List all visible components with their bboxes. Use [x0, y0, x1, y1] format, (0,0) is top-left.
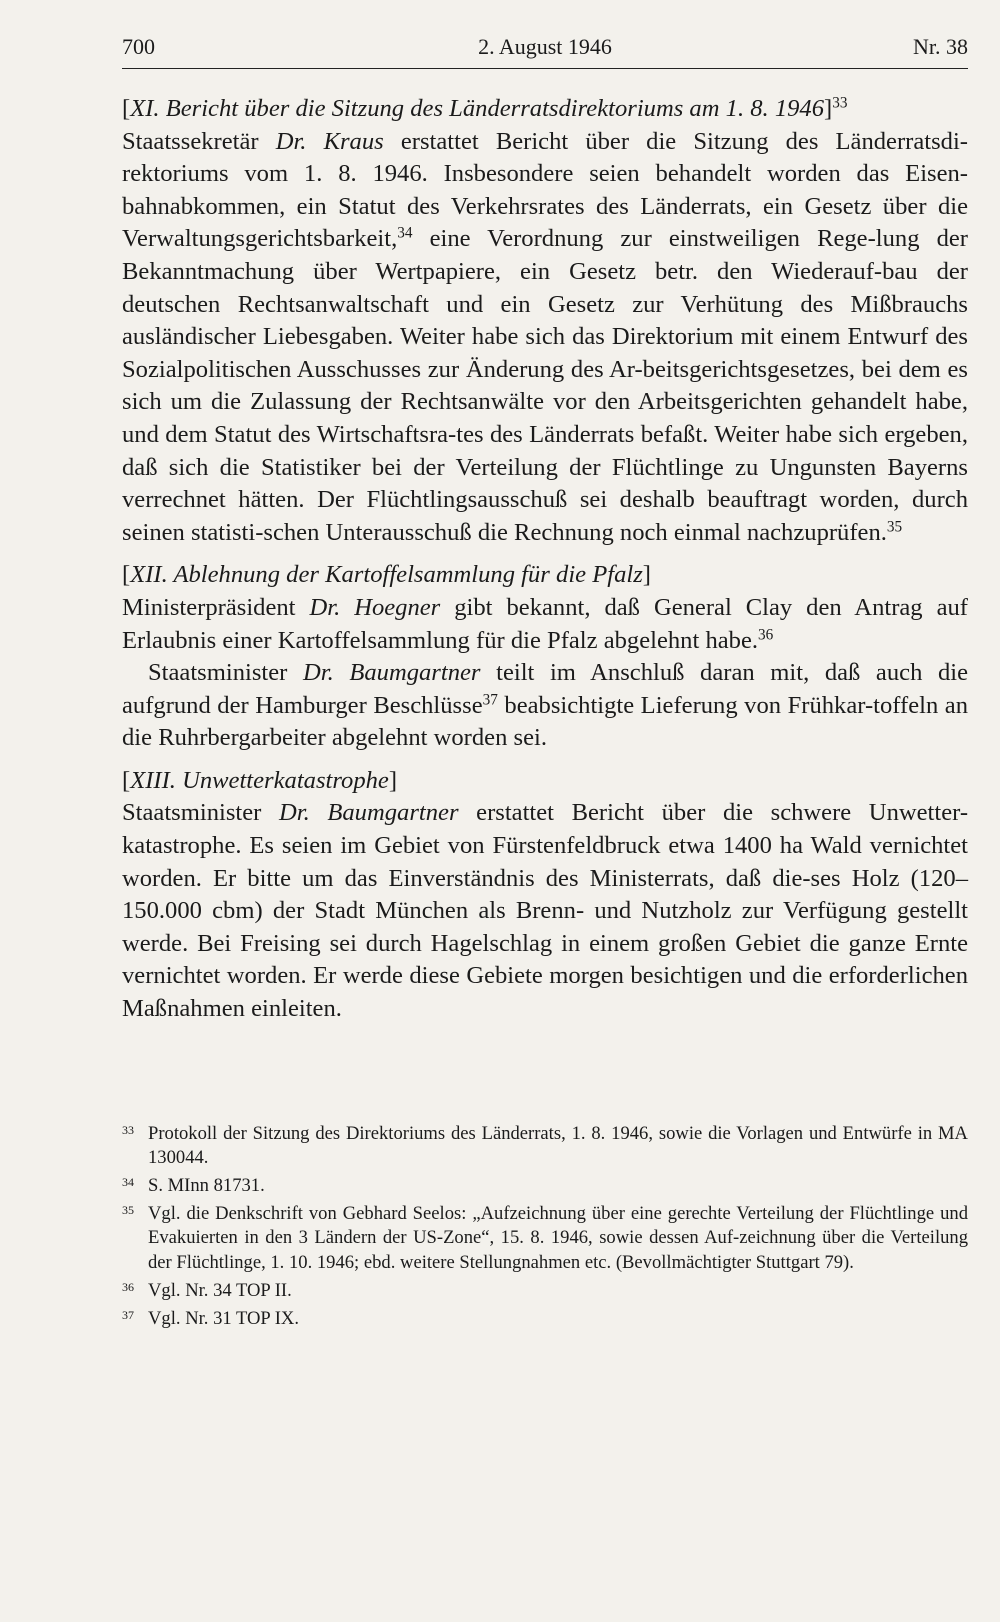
footnote-text: Vgl. die Denkschrift von Gebhard Seelos: „Aufzeichnung über eine gerechte Verteilung der Flüchtlinge und Evakuierten in den 3 Ländern der US-Zone“, 15. 8. 1946, sowie dessen Auf-zeichnung über die Verteilung der Flüchtlinge, 1. 10. 1946; ebd. weitere Stellungnahmen etc. (Bevollmächtigter Stuttgart 79). [148, 1203, 968, 1273]
footnote-number: 36 [122, 1279, 134, 1294]
paragraph: Staatssekretär Dr. Kraus erstattet Bericht über die Sitzung des Länderratsdi-rektoriums vom 1. 8. 1946. Insbesondere seien behandelt worden das Eisen-bahnabkommen, ein Statut des Verkehrsrates des Länderrats, ein Gesetz über die Verwaltungsgerichtsbarkeit,$^{34}$ eine Verordnung zur einstweiligen Rege-lung der Bekanntmachung über Wertpapiere, ein Gesetz betr. den Wiederauf-bau der deutschen Rechtsanwaltschaft und ein Gesetz zur Verhütung des Mißbrauchs ausländischer Liebesgaben. Weiter habe sich das Direktorium mit einem Entwurf des Sozialpolitischen Ausschusses zur Änderung des Ar-beitsgerichtsgesetzes, bei dem es sich um die Zulassung der Rechtsanwälte vor den Arbeitsgerichten gehandelt habe, und dem Statut des Wirtschaftsra-tes des Länderrats befaßt. Weiter habe sich ergeben, daß sich die Statistiker bei der Verteilung der Flüchtlinge zu Ungunsten Bayerns verrechnet hätten. Der Flüchtlingsausschuß sei deshalb beauftragt worden, durch seinen statisti-schen Unterausschuß die Rechnung noch einmal nachzuprüfen.$^{35}$ [122, 127, 968, 546]
footnote-ref: 35 [886, 518, 903, 536]
footnote-number: 33 [122, 1122, 134, 1137]
speaker-name: Dr. Hoegner [309, 593, 441, 621]
footnote-number: 35 [122, 1203, 134, 1218]
speaker-name: Dr. Baumgartner [278, 799, 459, 827]
header-date: 2. August 1946 [478, 34, 612, 59]
section-xii [122, 559, 968, 755]
footnote-text: Protokoll der Sitzung des Direktoriums des Länderrats, 1. 8. 1946, sowie die Vorlagen und Entwürfe in MA 130044. [148, 1122, 968, 1168]
document-page [122, 30, 968, 1335]
section-heading: [XI. Bericht über die Sitzung des Länderratsdirektoriums am 1. 8. 1946]$^{33}$ [122, 94, 848, 122]
footnote-ref: 33 [832, 94, 848, 112]
paragraph: Staatsminister Dr. Baumgartner teilt im Anschluß daran mit, daß auch die aufgrund der Hamburger Beschlüsse$^{37}$ beabsichtigte Lieferung von Frühkar-toffeln an die Ruhrbergarbeiter abgelehnt worden sei. [122, 659, 969, 752]
footnote-text: Vgl. Nr. 31 TOP IX. [148, 1308, 300, 1330]
issue-number: Nr. 38 [913, 34, 968, 59]
section-xiii [122, 765, 968, 1026]
footnote [122, 1307, 968, 1331]
main-text [122, 93, 968, 1026]
speaker-name: Dr. Baumgartner [302, 659, 481, 687]
footnote-number: 37 [122, 1308, 134, 1323]
footnote [122, 1279, 968, 1303]
page-number: 700 [122, 34, 155, 59]
footnote [122, 1174, 968, 1198]
footnote-ref: 34 [397, 225, 413, 242]
section-xi [122, 93, 968, 549]
section-heading: [XIII. Unwetterkatastrophe] [122, 766, 398, 794]
section-heading: [XII. Ablehnung der Kartoffelsammlung für die Pfalz] [122, 561, 651, 589]
section-title: XII. Ablehnung der Kartoffelsammlung für die Pfalz [130, 561, 643, 589]
paragraph: Staatsminister Dr. Baumgartner erstattet Bericht über die schwere Unwetter-katastrophe. Es seien im Gebiet von Fürstenfeldbruck etwa 1400 ha Wald vernichtet worden. Er bitte um das Einverständnis des Ministerrats, daß die-ses Holz (120–150.000 cbm) der Stadt München als Brenn- und Nutzholz zur Verfügung gestellt werde. Bei Freising sei durch Hagelschlag in einem großen Gebiet die ganze Ernte vernichtet worden. Er werde diese Gebiete morgen besichtigen und die erforderlichen Maßnahmen einleiten. [122, 799, 969, 1023]
footnote-text: S. MInn 81731. [148, 1175, 265, 1197]
section-title: XIII. Unwetterkatastrophe [130, 766, 389, 794]
speaker-name: Dr. Kraus [275, 127, 384, 155]
section-title: XI. Bericht über die Sitzung des Länderratsdirektoriums am 1. 8. 1946 [130, 95, 825, 122]
footnote-ref: 36 [758, 626, 774, 644]
footnote-number: 34 [122, 1175, 134, 1190]
footnote-text: Vgl. Nr. 34 TOP II. [148, 1279, 292, 1301]
paragraph: Ministerpräsident Dr. Hoegner gibt bekannt, daß General Clay den Antrag auf Erlaubnis einer Kartoffelsammlung für die Pfalz abgelehnt habe.$^{36}$ [122, 593, 968, 654]
running-head [122, 30, 968, 64]
footnote [122, 1122, 968, 1170]
footnote-ref: 37 [482, 691, 498, 709]
header-rule [122, 68, 968, 69]
footnotes [122, 1122, 968, 1332]
footnote [122, 1202, 968, 1275]
